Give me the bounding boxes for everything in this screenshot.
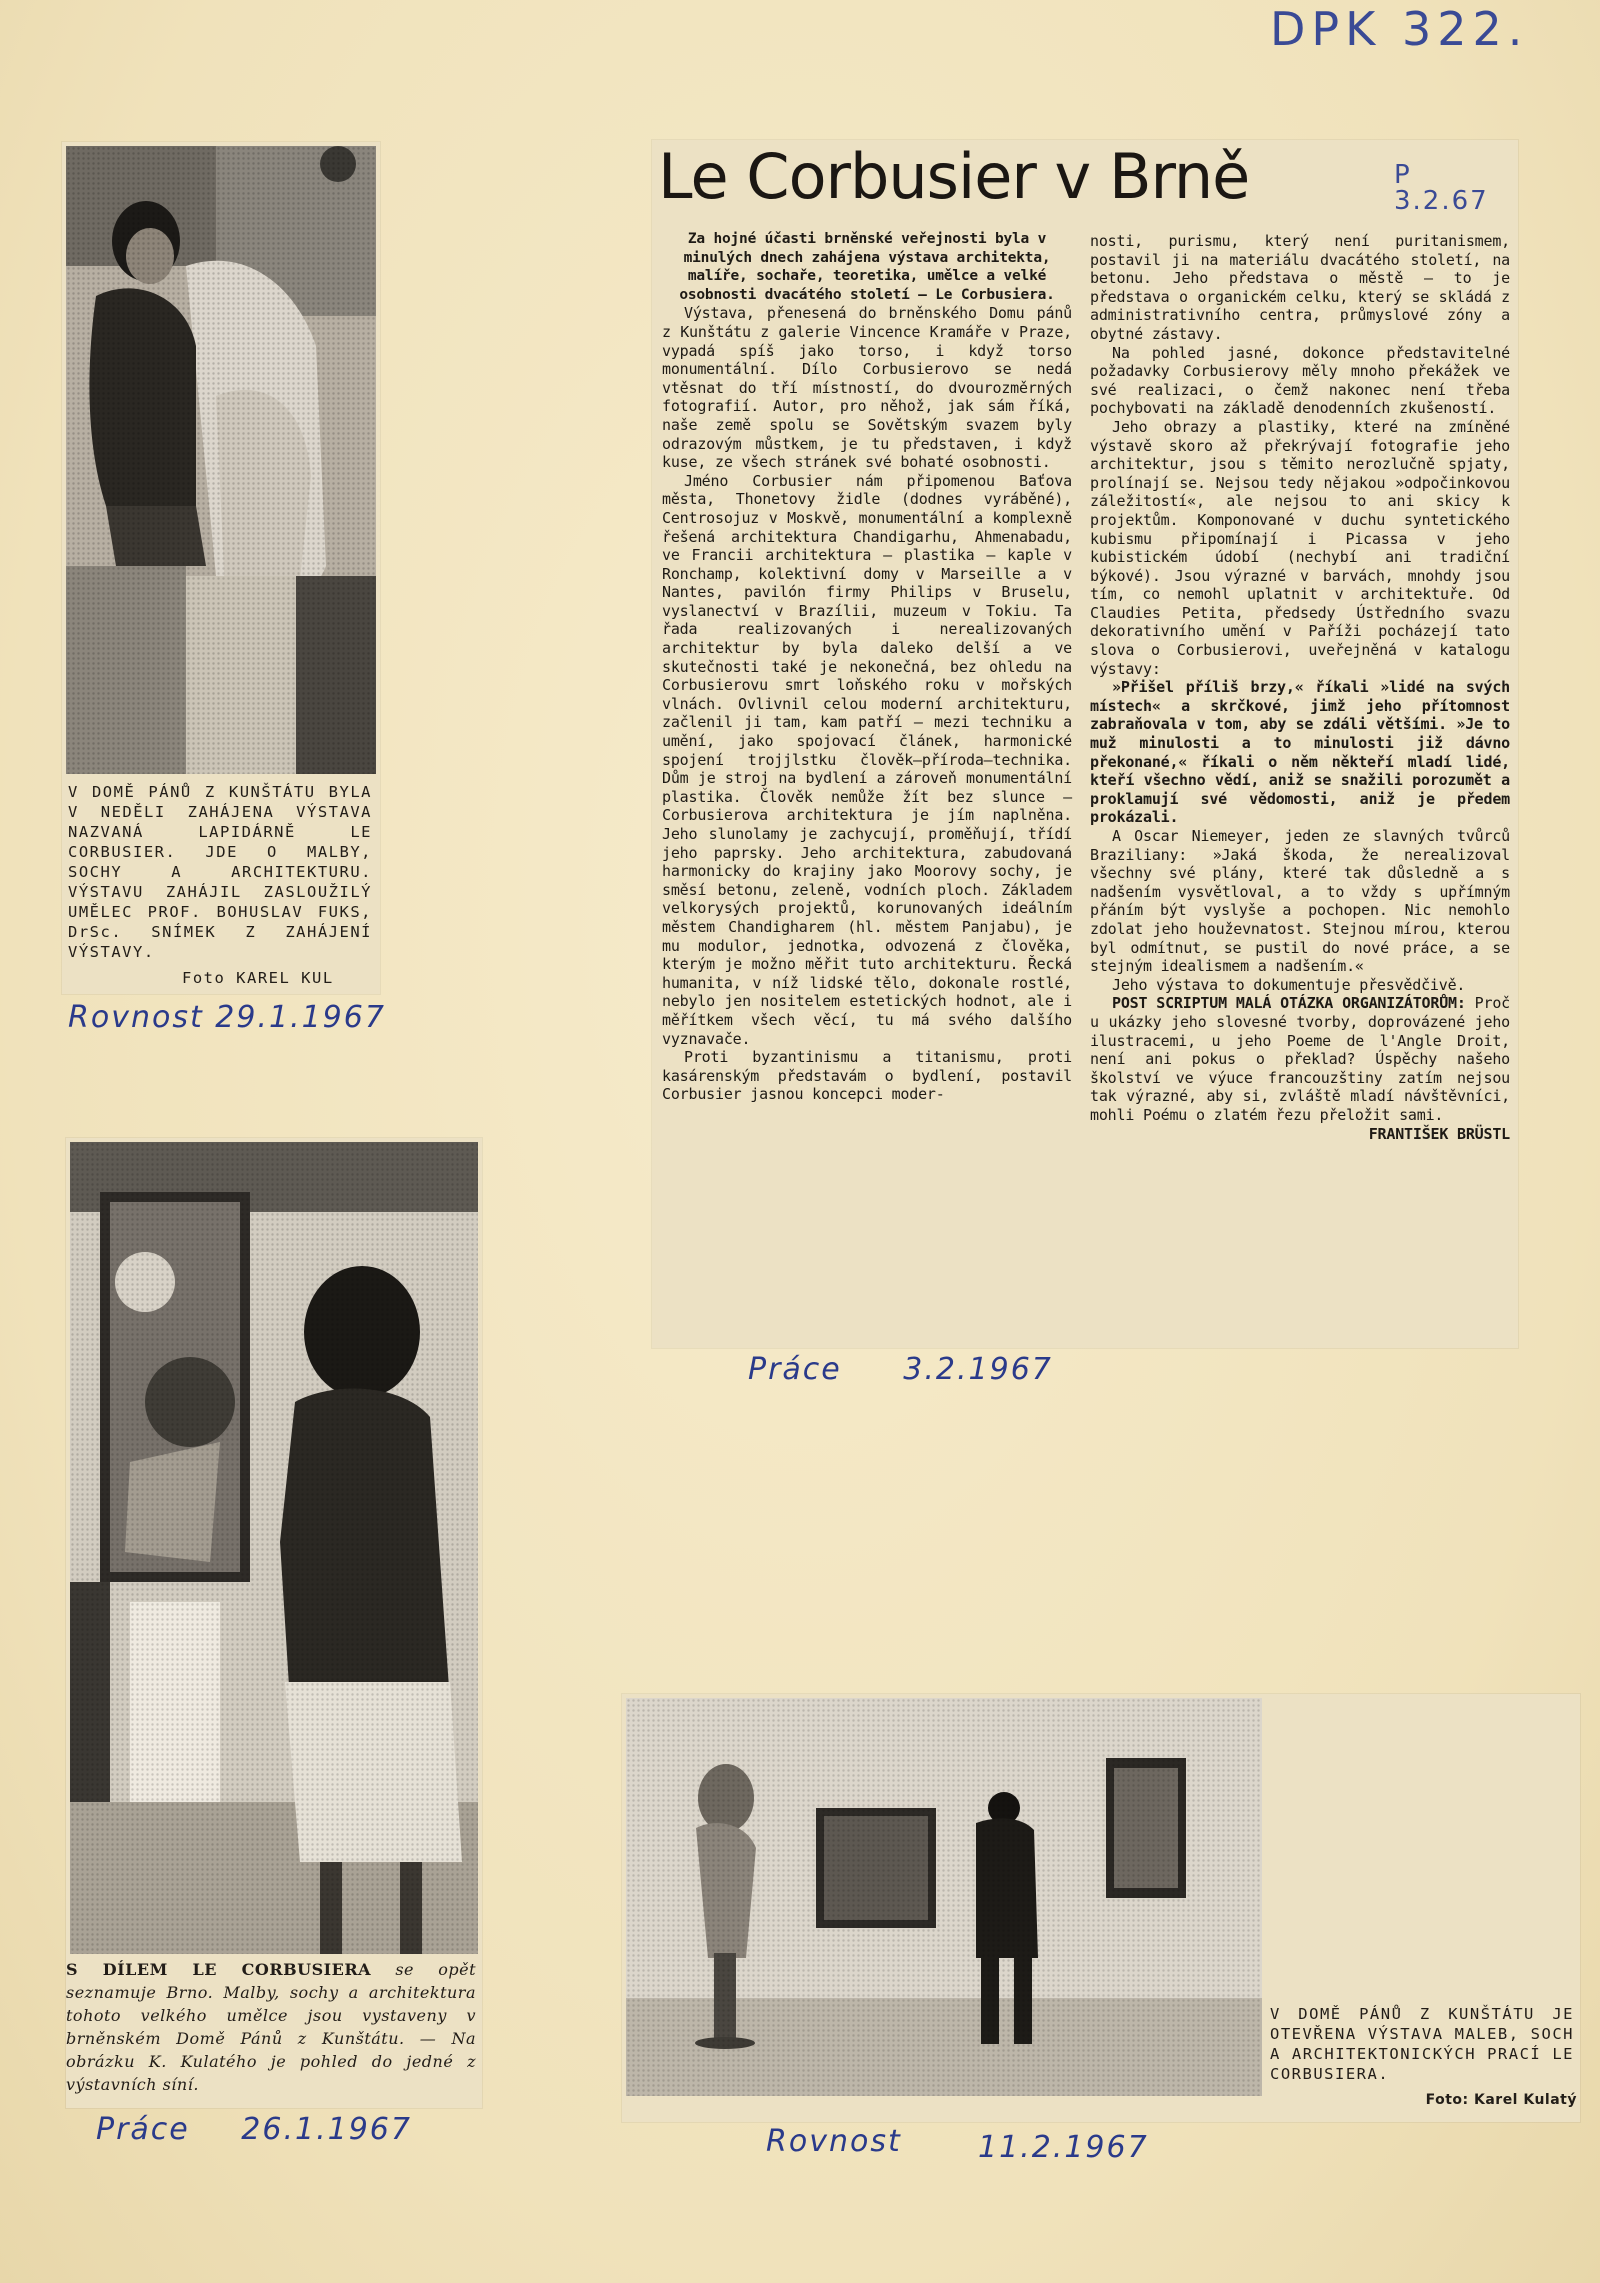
col2-paragraph-3: Jeho obrazy a plastiky, které na zmíněné výstavě skoro až překrývají fotografie jeho architektur, jsou s těmito nerozlučně spjaty, prolínají se. Nejsou tedy nějakou »odpočinkovou záležitostí«, ale nejsou to ani skicy k projektům. Komponované v duchu syntetického kubismu připomínají i Picassa v jeho kubistickém údobí (nechybí ani tradiční býkové). Jsou výrazné v barvách, mnohdy jsou tím, co nemohl uplatnit v architektuře. Od Claudies Petita, předsedy Ústředního svazu dekorativního umění v Paříži pocházejí tato slova o Corbusierovi, uveřejněná v katalogu výstavy: [1090,417,1510,678]
article-column-1 [662,230,1072,1348]
hall-photo-caption [66,1958,476,2098]
article-author: FRANTIŠEK BRÜSTL [1368,1124,1510,1143]
exhibition-opening-photo [66,146,376,774]
col2-paragraph-4: »Přišel příliš brzy,« říkali »lidé na svých místech« a skrčkové, jimž jeho přítomnost zabraňovala v tom, aby se zdáli většími. »Je to muž minulosti a to minulosti již dávno překonané,« říkali o něm někteří mladí lidé, kteří všechno vědí, aniž se snažili porozumět a proklamují své vědomosti, aniž je předem prokázali. [1090,678,1510,827]
postscript-body: Proč u ukázky jeho slovesné tvorby, doprovázené jeho ilustracemi, u jeho Poeme de l'Angle Droit, není ani pokus o překlad? Úspěchy našeho školství ve výuce francouzštiny zatím nejsou tak výrazné, aby si, zvláště mladí návštěvníci, mohli Poému o zlatém řezu přeložit sami. [1090,994,1510,1124]
hall-photo-image [70,1142,478,1954]
clipping-top-left [62,142,380,994]
col2-paragraph-5: A Oscar Niemeyer, jeden ze slavných tvůrců Braziliany: »Jaká škoda, že nerealizoval všechny své plány, které tak důsledně a s nadšením vysvětloval, a to vždy s upřímným přáním být vyslyše a pochopen. Nic nemohlo zdolat jeho houževnatost. Stejnou mírou, kterou byl odmítnut, se pustil do nové práce, a se stejným idealismem a nadšením.« [1090,827,1510,976]
article-column-2 [1090,232,1510,1342]
col2-paragraph-1: nosti, purismu, který není puritanismem, postavil ji na materiálu dvacátého století, na betonu. Jeho představa o městě — to je představa o organickém celku, který se skládá z administrativního centra, průmyslové zóny a obytné zástavy. [1090,232,1510,343]
col1-paragraph-1: Výstava, přenesená do brněnského Domu pánů z Kunštátu z galerie Vincence Kramáře v Praze, vypadá spíš jako torso, i když torso monumentální. Dílo Corbusierovo se nedá vtěsnat do tří místností, do dvourozměrných fotografií. Autor, pro něhož, jak sám říká, naše země spolu se Sovětským svazem byly odrazovým můstkem, je tu představen, i když kuse, ze všech stránek své bohaté osobnosti. [662,304,1072,472]
source-note-rovnost: Rovnost [766,2124,902,2159]
source-note-prace-26-1: Práce 26.1.1967 [96,2112,412,2147]
col1-paragraph-3: Proti byzantinismu a titanismu, proti kasárenským představám o bydlení, postavil Corbusier jasnou koncepci moder- [662,1048,1072,1104]
opening-photo-image [66,146,376,774]
clipping-bottom-right [622,1694,1580,2122]
gallery-visitor-photo [626,1698,1262,2096]
gallery-photo-credit: Foto: Karel Kulatý [1425,2092,1577,2108]
opening-photo-credit: Foto KAREL KUL [182,969,334,987]
gallery-photo-caption: V DOMĚ PÁNŮ Z KUNŠTÁTU JE OTEVŘENA VÝSTAVA MALEB, SOCH A ARCHITEKTONICKÝCH PRACÍ LE CORBUSIERA. [1270,2005,1574,2083]
article-headline: Le Corbusier v Brně [658,140,1250,213]
col2-paragraph-2: Na pohled jasné, dokonce představitelné požadavky Corbusierovy měly mnoho překážek ve své realizaci, o čemž nakonec není třeba pochybovati na základě denodenních zkušeností. [1090,343,1510,418]
article-lead: Za hojné účasti brněnské veřejnosti byla v minulých dnech zahájena výstava architekta, malíře, sochaře, teoretika, umělce a velké osobnosti dvacátého století — Le Corbusiera. [679,231,1055,303]
source-note-11-2: 11.2.1967 [978,2130,1149,2165]
article-clipping [652,140,1518,1348]
exhibition-hall-photo [70,1142,478,1954]
opening-photo-caption: V DOMĚ PÁNŮ Z KUNŠTÁTU BYLA V NEDĚLI ZAHÁJENA VÝSTAVA NAZVANÁ LAPIDÁRNĚ LE CORBUSIER. JDE O MALBY, SOCHY A ARCHITEKTURU. VÝSTAVU ZAHÁJIL ZASLOUŽILÝ UMĚLEC PROF. BOHUSLAV FUKS, DrSc. SNÍMEK Z ZAHÁJENÍ VÝSTAVY. [68,783,372,961]
headline-date-note: P 3.2.67 [1394,160,1489,216]
clipping-bottom-left [66,1138,482,2108]
source-note-rovnost-29-1: Rovnost 29.1.1967 [68,1000,386,1035]
hall-caption-bold: S DÍLEM LE CORBUSIERA [66,1960,372,1979]
gallery-photo-image [626,1698,1262,2096]
col1-paragraph-2: Jméno Corbusier nám připomenou Baťova města, Thonetovy židle (dodnes vyráběné), Centrosojuz v Moskvě, monumentální a komplexně řešená architektura Chandigarhu, Ahmenabadu, ve Francii architektura — plastika — kaple v Ronchamp, kolektivní domy v Marseille a v Nantes, pavilón firmy Philips v Bruselu, vyslanectví v Brazílii, muzeum v Tokiu. Ta řada realizovaných i nerealizovaných architektur by byla daleko delší a ve skutečnosti také je nekonečná, bez ohledu na Corbusierovu smrt loňského roku v mořských vlnách. Ovlivnil celou moderní architekturu, začlenil ji tam, kam patří — mezi techniku a umění, jako spojovací článek, harmonické spojení trojjlstku člověk—příroda—technika. Dům je stroj na bydlení a zároveň monumentální plastika. Člověk nemůže žít bez slunce — Corbusierova architektura je jím naplněna. Jeho slunolamy je zachycují, proměňují, třídí jeho paprsky. Jeho architektura, zabudovaná harmonicky do krajiny jako Moorovy sochy, je směsí betonu, zeleně, vodních ploch. Základem velkorysých projektů, korunovaných ideálním městem Chandigharem (hl. městem Panjabu), je mu modulor, jednotka, odvozená z člověka, kterým je možno měřit tuto architekturu. Řecká humanita, v níž lidské tělo, dokonale rostlé, nebylo jen nositelem estetických hodnot, ale i měřítkem všech věcí, tu má svého dalšího vyznavače. [662,471,1072,1048]
archive-mark: DPK 322. [1270,2,1529,56]
postscript-heading: POST SCRIPTUM MALÁ OTÁZKA ORGANIZÁTORŮM: [1112,994,1466,1013]
source-note-prace-3-2: Práce 3.2.1967 [748,1352,1053,1387]
col2-paragraph-6: Jeho výstava to dokumentuje přesvědčivě. [1112,975,1466,994]
hall-caption-text: se opět seznamuje Brno. Malby, sochy a architektura tohoto velkého umělce jsou vystaveny v brněnském Domě Pánů z Kunštátu. — Na obrázku K. Kulatého je pohled do jedné z výstavních síní. [66,1960,477,2094]
